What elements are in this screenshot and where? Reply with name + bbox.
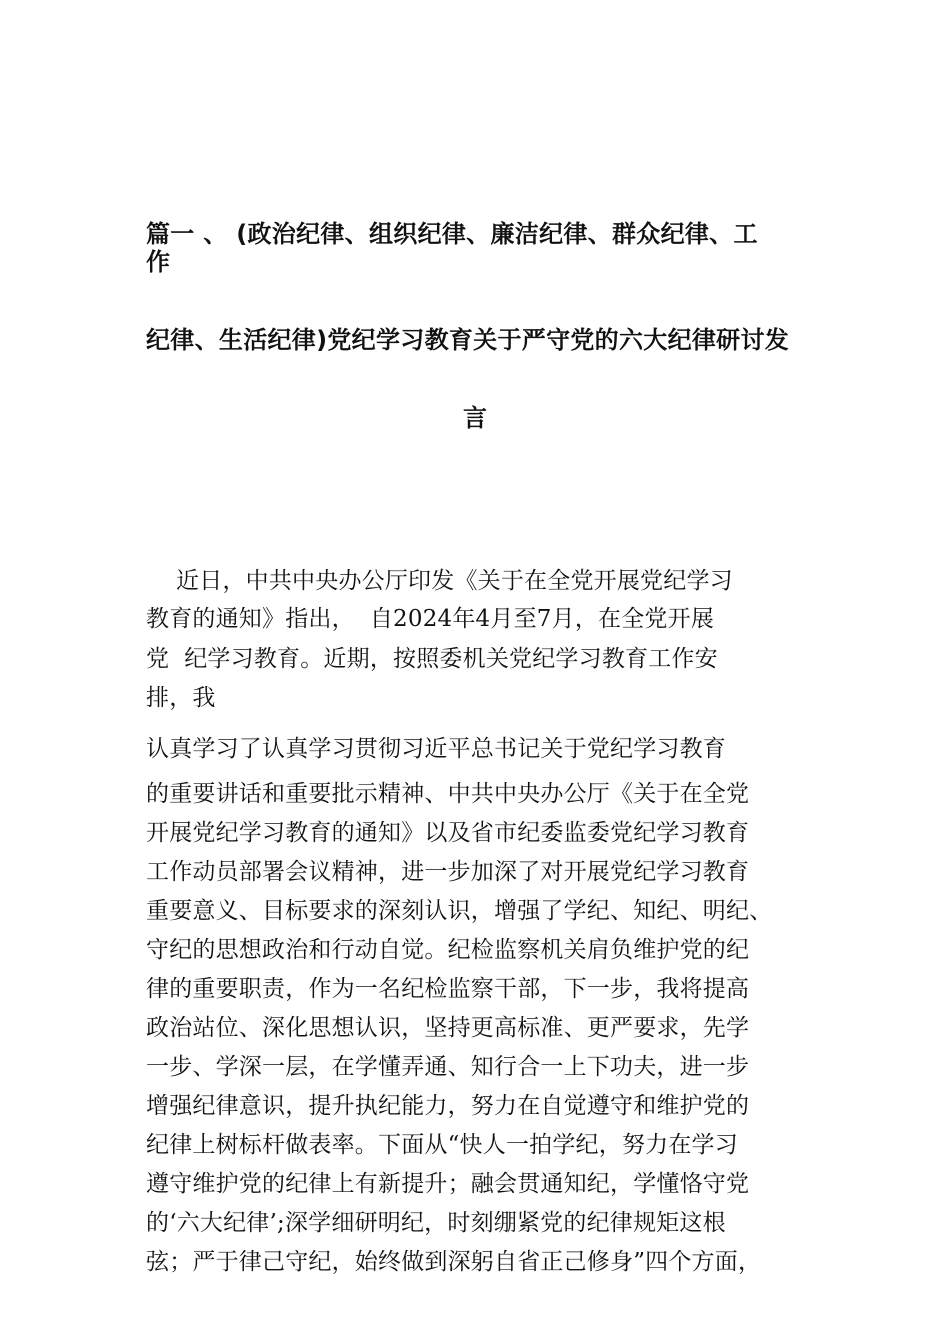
document-title-line-1: 篇一 、 (政治纪律、组织纪律、廉洁纪律、群众纪律、工 — [146, 220, 758, 248]
document-title-line-3: 纪律、生活纪律)党纪学习教育关于严守党的六大纪律研讨发 — [146, 326, 790, 354]
body-line-14: 增强纪律意识，提升执纪能力，努力在自觉遵守和维护党的 — [146, 1093, 750, 1119]
body-line-16: 遵守维护党的纪律上有新提升；融会贯通知纪，学懂恪守党 — [146, 1171, 750, 1197]
document-title-line-4: 言 — [463, 404, 488, 432]
body-line-1: 近日，中共中央办公厅印发《关于在全党开展党纪学习 — [146, 568, 733, 594]
body-line-17: 的‘六大纪律’;深学细研明纪，时刻绷紧党的纪律规矩这根 — [146, 1210, 726, 1236]
body-line-6: 的重要讲话和重要批示精神、中共中央办公厅《关于在全党 — [146, 781, 750, 807]
body-line-11: 律的重要职责，作为一名纪检监察干部，下一步，我将提高 — [146, 976, 750, 1002]
body-line-13: 一步、学深一层，在学懂弄通、知行合一上下功夫，进一步 — [146, 1054, 750, 1080]
body-line-7: 开展党纪学习教育的通知》以及省市纪委监委党纪学习教育 — [146, 820, 750, 846]
document-title-line-2: 作 — [146, 248, 171, 276]
body-line-4: 排，我 — [146, 685, 216, 711]
body-line-9: 重要意义、目标要求的深刻认识，增强了学纪、知纪、明纪、 — [146, 898, 773, 924]
body-line-8: 工作动员部署会议精神，进一步加深了对开展党纪学习教育 — [146, 859, 750, 885]
body-line-10: 守纪的思想政治和行动自觉。纪检监察机关肩负维护党的纪 — [146, 937, 750, 963]
body-line-15: 纪律上树标杆做表率。下面从“快人一拍学纪，努力在学习 — [146, 1132, 738, 1158]
body-line-12: 政治站位、深化思想认识，坚持更高标准、更严要求，先学 — [146, 1015, 750, 1041]
body-line-18: 弦；严于律己守纪，始终做到深躬自省正己修身”四个方面， — [146, 1249, 762, 1275]
body-line-2: 教育的通知》指出， 自2024年4月至7月，在全党开展 — [146, 606, 715, 632]
body-line-5: 认真学习了认真学习贯彻习近平总书记关于党纪学习教育 — [146, 736, 726, 762]
body-line-3: 党 纪学习教育。近期，按照委机关党纪学习教育工作安 — [146, 646, 718, 672]
